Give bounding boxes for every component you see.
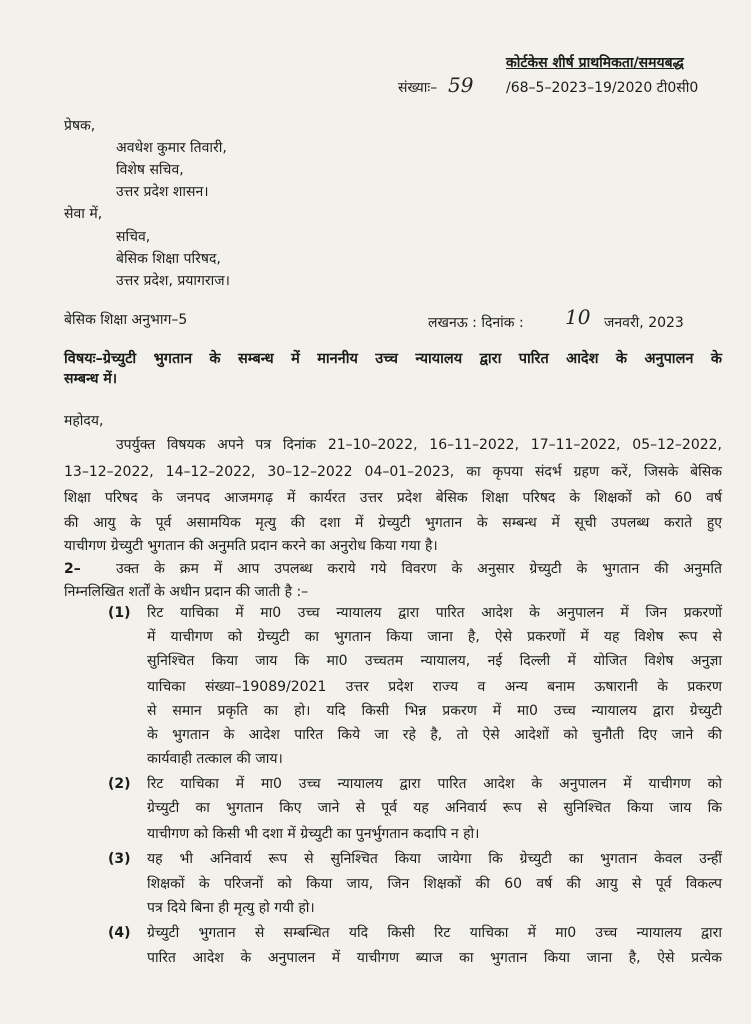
priority-heading: कोर्टकेस शीर्ष प्राथमिकता/समयबद्ध bbox=[506, 55, 684, 71]
subject-line-1: विषयः–ग्रेच्युटी भुगतान के सम्बन्ध में माननीय उच्च न्यायालय द्वारा पारित आदेश के अनुपालन के bbox=[64, 351, 722, 367]
para1-line: याचीगण ग्रेच्युटी भुगतान की अनुमति प्रदान करने का अनुरोध किया गया है। bbox=[64, 538, 438, 554]
condition-4-line: पारित आदेश के अनुपालन में याचीगण ब्याज का भुगतान किया जाना है, ऐसे प्रत्येक bbox=[147, 950, 722, 966]
sender-name: अवधेश कुमार तिवारी, bbox=[116, 140, 227, 156]
letter-number-handwritten: 59 bbox=[448, 73, 474, 97]
condition-1-line: से समान प्रकृति का हो। यदि किसी भिन्न प्रकरण में मा0 उच्च न्यायालय द्वारा ग्रेच्युटी bbox=[147, 703, 722, 719]
date-prefix: लखनऊ : दिनांक : bbox=[428, 315, 524, 331]
condition-2-line: रिट याचिका में मा0 उच्च न्यायालय द्वारा पारित आदेश के अनुपालन में याचीगण को bbox=[147, 776, 722, 792]
condition-3-number: (3) bbox=[108, 851, 131, 867]
condition-1-line: में याचीगण को ग्रेच्युटी का भुगतान किया जाना है, ऐसे प्रकरणों में यह विशेष रूप से bbox=[147, 629, 722, 645]
condition-2-number: (2) bbox=[108, 776, 131, 792]
condition-2-line: ग्रेच्युटी का भुगतान किए जाने से पूर्व यह अनिवार्य रूप से सुनिश्चित किया जाय कि bbox=[147, 800, 722, 816]
para2-line: उक्त के क्रम में आप उपलब्ध कराये गये विवरण के अनुसार ग्रेच्युटी के भुगतान की अनुमति bbox=[116, 561, 722, 577]
section-name: बेसिक शिक्षा अनुभाग–5 bbox=[64, 312, 188, 328]
recipient-place: उत्तर प्रदेश, प्रयागराज। bbox=[116, 273, 230, 289]
para2-number: 2– bbox=[64, 561, 81, 577]
subject-line-2: सम्बन्ध में। bbox=[64, 371, 118, 387]
sender-label: प्रेषक, bbox=[64, 118, 96, 134]
condition-2-line: याचीगण को किसी भी दशा में ग्रेच्युटी का पुनर्भुगतान कदापि न हो। bbox=[147, 826, 480, 842]
sender-designation: विशेष सचिव, bbox=[116, 162, 184, 178]
letter-number-rest: /68–5–2023–19/2020 टी0सी0 bbox=[506, 80, 699, 96]
date-rest: जनवरी, 2023 bbox=[604, 315, 684, 331]
condition-1-line: रिट याचिका में मा0 उच्च न्यायालय द्वारा पारित आदेश के अनुपालन में जिन प्रकरणों bbox=[147, 605, 722, 621]
date-day-handwritten: 10 bbox=[565, 305, 591, 329]
para1-line: शिक्षा परिषद के जनपद आजमगढ़ में कार्यरत उत्तर प्रदेश बेसिक शिक्षा परिषद के शिक्षकों को 60 वर्ष bbox=[64, 490, 722, 506]
sender-office: उत्तर प्रदेश शासन। bbox=[116, 184, 209, 200]
condition-1-number: (1) bbox=[108, 605, 131, 621]
para2-line: निम्नलिखित शर्तों के अधीन प्रदान की जाती है :– bbox=[64, 584, 309, 600]
recipient-office: बेसिक शिक्षा परिषद, bbox=[116, 251, 221, 267]
condition-1-line: कार्यवाही तत्काल की जाय। bbox=[147, 751, 283, 767]
condition-3-line: शिक्षकों के परिजनों को किया जाय, जिन शिक्षकों की 60 वर्ष की आयु से पूर्व विकल्प bbox=[147, 876, 722, 892]
condition-3-line: पत्र दिये बिना ही मृत्यु हो गयी हो। bbox=[147, 900, 315, 916]
recipient-designation: सचिव, bbox=[116, 229, 151, 245]
condition-1-line: के भुगतान के आदेश पारित किये जा रहे है, तो ऐसे आदेशों को चुनौती दिए जाने की bbox=[147, 727, 722, 743]
para1-line: 13–12–2022, 14–12–2022, 30–12–2022 04–01–2023, का कृपया संदर्भ ग्रहण करें, जिसके बेसिक bbox=[64, 464, 722, 480]
condition-1-line: याचिका संख्या–19089/2021 उत्तर प्रदेश राज्य व अन्य बनाम ऊषारानी के प्रकरण bbox=[147, 679, 722, 695]
letter-number-label: संख्याः– bbox=[398, 80, 438, 96]
para1-line: की आयु के पूर्व असामयिक मृत्यु की दशा में ग्रेच्युटी भुगतान के सम्बन्ध में सूची उपलब्ध कराते हुए bbox=[64, 515, 722, 531]
condition-1-line: सुनिश्चित किया जाय कि मा0 उच्चतम न्यायालय, नई दिल्ली में योजित विशेष अनुज्ञा bbox=[147, 653, 722, 669]
salutation: महोदय, bbox=[64, 413, 104, 429]
condition-4-number: (4) bbox=[108, 925, 131, 941]
condition-3-line: यह भी अनिवार्य रूप से सुनिश्चित किया जायेगा कि ग्रेच्युटी का भुगतान केवल उन्हीं bbox=[147, 851, 722, 867]
recipient-label: सेवा में, bbox=[64, 206, 103, 222]
para1-line: उपर्युक्त विषयक अपने पत्र दिनांक 21–10–2022, 16–11–2022, 17–11–2022, 05–12–2022, bbox=[116, 437, 722, 453]
condition-4-line: ग्रेच्युटी भुगतान से सम्बन्धित यदि किसी रिट याचिका में मा0 उच्च न्यायालय द्वारा bbox=[147, 925, 722, 941]
